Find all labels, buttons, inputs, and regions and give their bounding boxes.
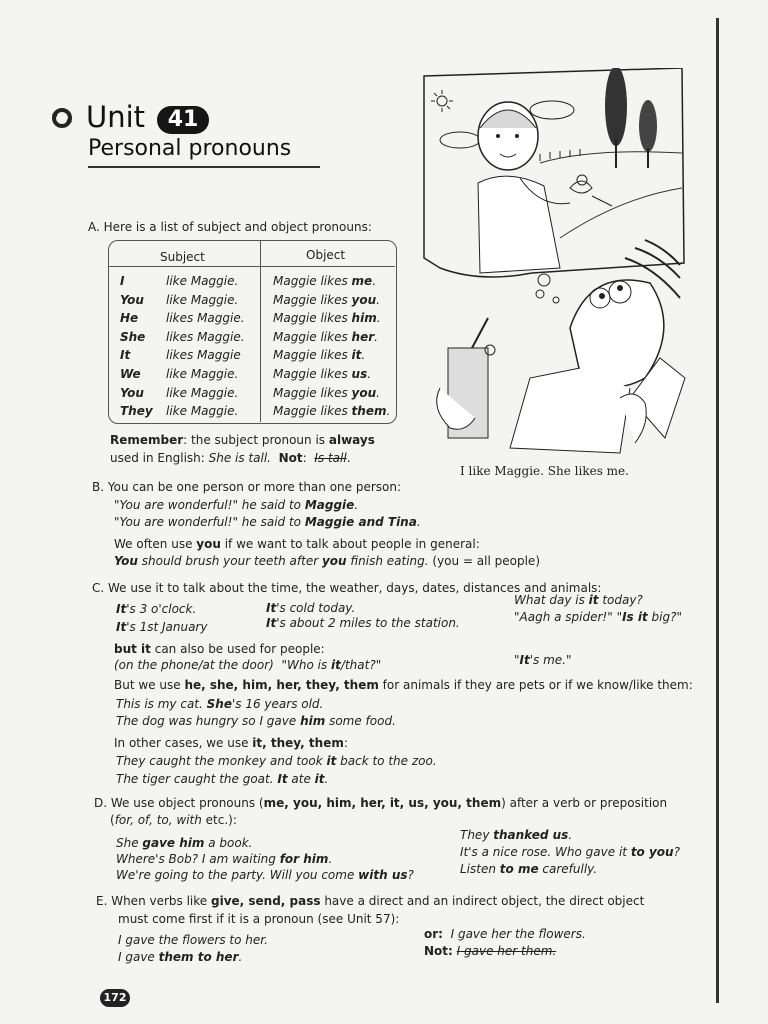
section-b-example-1: "You are wonderful!" he said to Maggie.: [114, 498, 359, 512]
subject-verb: likes Maggie.: [166, 311, 245, 326]
section-d-example: She gave him a book.: [116, 836, 253, 850]
subject-pronoun: We: [120, 366, 141, 381]
section-d-intro-line2: (for, of, to, with etc.):: [110, 813, 237, 827]
title-underline: [88, 166, 320, 168]
page-edge-rule: [716, 18, 719, 1003]
subject-pronoun: He: [120, 311, 139, 326]
section-d-example: It's a nice rose. Who gave it to you?: [460, 845, 680, 859]
illustration-boy-thinking-of-maggie: [420, 68, 686, 458]
section-d-example: Listen to me carefully.: [460, 862, 598, 876]
table-row: [120, 346, 390, 365]
table-row: [120, 402, 390, 421]
subject-pronoun: You: [120, 385, 144, 400]
section-b-general: We often use you if we want to talk about people in general:: [114, 537, 480, 551]
section-a-intro: A. Here is a list of subject and object pronouns:: [88, 220, 372, 234]
section-b-intro: B. You can be one person or more than one person:: [92, 480, 402, 494]
subject-pronoun: She: [120, 329, 146, 344]
section-e-intro-line2: must come first if it is a pronoun (see Unit 57):: [118, 912, 400, 926]
subject-verb: likes Maggie: [166, 348, 241, 363]
section-e-example: I gave them to her.: [118, 950, 243, 964]
section-c-zoo-example: They caught the monkey and took it back to the zoo.: [116, 754, 437, 768]
table-header-divider: [108, 266, 395, 267]
illustration-caption: I like Maggie. She likes me.: [460, 464, 629, 478]
subject-pronoun: You: [120, 292, 144, 307]
object-sentence: Maggie likes them.: [273, 404, 391, 419]
section-c-tiger-example: The tiger caught the goat. It ate it.: [116, 772, 329, 786]
table-row: [120, 291, 390, 310]
subject-verb: like Maggie.: [166, 385, 239, 400]
object-sentence: Maggie likes her.: [273, 329, 378, 344]
section-d-example: They thanked us.: [460, 828, 573, 842]
object-sentence: Maggie likes you.: [273, 385, 380, 400]
remember-note-line1: Remember: the subject pronoun is always: [110, 433, 375, 447]
section-c-example: It's 1st January: [116, 620, 208, 634]
section-b-example-2: "You are wonderful!" he said to Maggie and Tina.: [114, 515, 421, 529]
section-e-intro: E. When verbs like give, send, pass have a direct and an indirect object, the direct object: [96, 894, 645, 908]
section-c-cat-example: This is my cat. She's 16 years old.: [116, 697, 324, 711]
cycle-arrows-icon: [50, 106, 74, 130]
section-e-or-example: or: I gave her the flowers.: [424, 927, 586, 941]
table-header-subject: Subject: [160, 250, 205, 264]
object-sentence: Maggie likes us.: [273, 366, 372, 381]
section-c-dog-example: The dog was hungry so I gave him some food.: [116, 714, 396, 728]
unit-label: Unit: [86, 100, 146, 134]
page-number-badge: 172: [100, 989, 130, 1007]
subject-verb: like Maggie.: [166, 274, 239, 288]
section-d-example: Where's Bob? I am waiting for him.: [116, 852, 333, 866]
section-c-example: It's about 2 miles to the station.: [266, 616, 460, 630]
table-row: [120, 365, 390, 384]
subject-verb: like Maggie.: [166, 366, 239, 381]
section-c-phone-example: (on the phone/at the door) "Who is it/that?": [114, 658, 382, 672]
section-c-pets-note: But we use he, she, him, her, they, them for animals if they are pets or if we know/like them:: [114, 678, 693, 692]
table-row: [120, 272, 390, 291]
table-header-object: Object: [306, 248, 346, 262]
unit-number-badge: 41: [157, 106, 209, 134]
object-sentence: Maggie likes it.: [273, 348, 366, 363]
section-c-people-note: but it can also be used for people:: [114, 642, 325, 656]
subject-pronoun: It: [120, 348, 131, 363]
object-sentence: Maggie likes me.: [273, 274, 377, 288]
section-d-example: We're going to the party. Will you come with us?: [116, 868, 414, 882]
table-row: [120, 328, 390, 347]
object-sentence: Maggie likes him.: [273, 311, 381, 326]
section-c-example: "Aagh a spider!" "Is it big?": [514, 610, 683, 624]
table-row: [120, 384, 390, 403]
subject-verb: likes Maggie.: [166, 329, 245, 344]
section-c-its-me: "It's me.": [514, 653, 572, 667]
section-e-example: I gave the flowers to her.: [118, 933, 268, 947]
section-e-not-example: Not: I gave her them.: [424, 944, 557, 958]
section-b-example-3: You should brush your teeth after you finish eating. (you = all people): [114, 554, 540, 568]
subject-pronoun: I: [120, 274, 125, 288]
remember-note-line2: used in English: She is tall. Not: Is tall.: [110, 451, 351, 465]
section-c-example: What day is it today?: [514, 593, 643, 607]
table-row: [120, 309, 390, 328]
section-c-example: It's 3 o'clock.: [116, 602, 197, 616]
object-sentence: Maggie likes you.: [273, 292, 380, 307]
section-c-intro: C. We use it to talk about the time, the weather, days, dates, distances and animals:: [92, 581, 602, 595]
section-c-other-cases: In other cases, we use it, they, them:: [114, 736, 348, 750]
subject-pronoun: They: [120, 404, 153, 419]
section-c-example: It's cold today.: [266, 601, 356, 615]
subject-verb: like Maggie.: [166, 292, 239, 307]
subject-verb: like Maggie.: [166, 404, 239, 419]
section-d-intro: D. We use object pronouns (me, you, him, her, it, us, you, them) after a verb or preposition: [94, 796, 668, 810]
pronoun-table-rows: [120, 272, 390, 421]
page-title: Personal pronouns: [88, 136, 292, 161]
